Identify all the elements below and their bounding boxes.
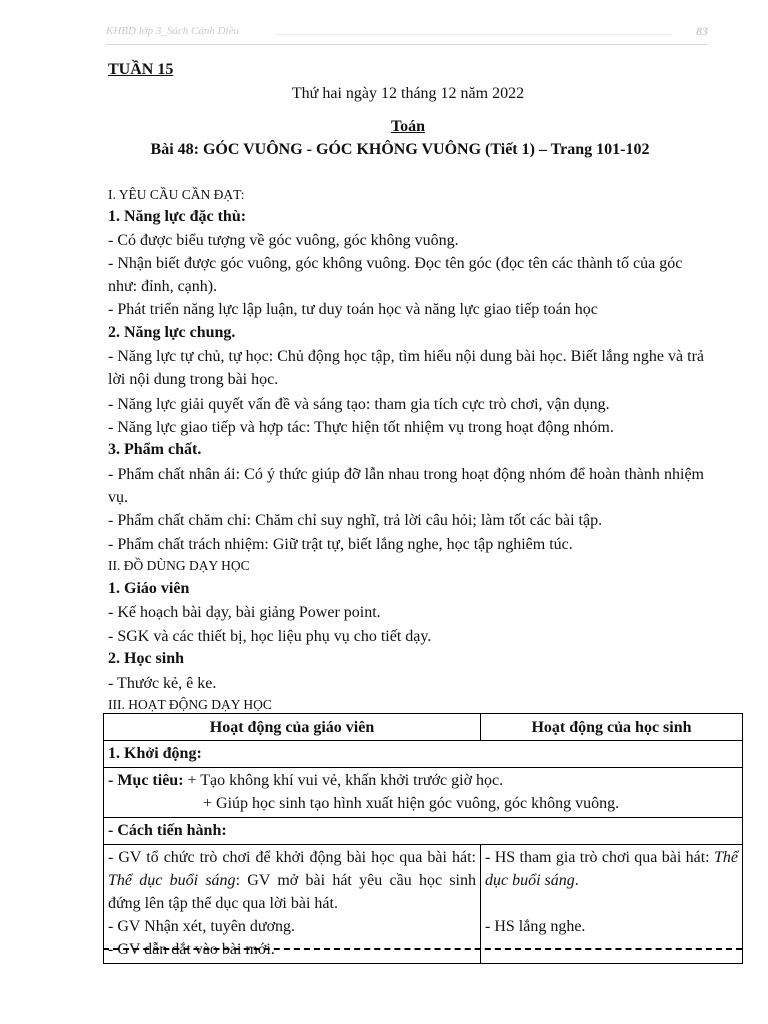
section-1-item-8: - Phẩm chất chăm chỉ: Chăm chỉ suy nghĩ, trả lời câu hỏi; làm tốt các bài tập. [108,512,603,529]
student-activity-2: - HS lắng nghe. [485,918,586,935]
section-2-heading-2: 2. Học sinh [108,650,185,667]
section-2-item-2: - SGK và các thiết bị, học liệu phụ vụ cho tiết dạy. [108,628,432,645]
objective-label: - Mục tiêu: [108,772,184,789]
procedure-cell [104,818,743,845]
table-row-activities [104,845,743,964]
song-title: Thể dục buổi sáng [108,872,236,889]
section-1-heading-3: 3. Phẩm chất. [108,441,202,458]
section-3-title: III. HOẠT ĐỘNG DẠY HỌC [108,697,272,712]
section-1-heading-1: 1. Năng lực đặc thù: [108,208,247,225]
spacer [485,892,738,915]
objective-line-1 [108,769,738,792]
teacher-activity-2: - GV Nhận xét, tuyên dương. [108,918,296,935]
week-label: TUẦN 15 [108,61,174,78]
section-1-item-5: - Năng lực giải quyết vấn đề và sáng tạo: tham gia tích cực trò chơi, vận dụng. [108,396,610,413]
section-2-item-1: - Kế hoạch bài dạy, bài giảng Power point. [108,604,381,621]
table-header-row [104,714,743,741]
song-title: Thể dục buổi sáng [485,849,738,889]
section-1-item-4: - Năng lực tự chủ, tự học: Chủ động học tập, tìm hiểu nội dung bài học. Biết lắng nghe và trả lời nội dung trong bài học. [108,348,704,388]
lesson-title: Bài 48: GÓC VUÔNG - GÓC KHÔNG VUÔNG (Tiết 1) – Trang 101-102 [150,141,650,158]
section-2-item-3: - Thước kẻ, ê ke. [108,675,217,692]
table-row-warmup-title [104,741,743,768]
objective-2: + Giúp học sinh tạo hình xuất hiện góc vuông, góc không vuông. [203,795,620,812]
table-row-objectives [104,768,743,818]
lesson-date: Thứ hai ngày 12 tháng 12 năm 2022 [291,85,525,102]
section-1-heading-2: 2. Năng lực chung. [108,324,236,341]
objective-1: + Tạo không khí vui vẻ, khấn khởi trước giờ học. [187,772,504,789]
subject-title: Toán [390,118,426,135]
header-teacher: Hoạt động của giáo viên [104,714,481,741]
header-student: Hoạt động của học sinh [481,714,743,741]
student-activity-1: - HS tham gia trò chơi qua bài hát: Thể dục buổi sáng. [485,849,738,889]
page-break-dashed-line [103,948,742,950]
objectives-cell [104,768,743,818]
section-2-heading-1: 1. Giáo viên [108,580,190,597]
teacher-activity-1: - GV tổ chức trò chơi để khởi động bài học qua bài hát: Thể dục buổi sáng: GV mở bài hát yêu cầu học sinh đứng lên tập thể dục qua lời bài hát. [108,849,476,912]
procedure-label: - Cách tiến hành: [108,822,227,839]
section-1-item-3: - Phát triển năng lực lập luận, tư duy toán học và năng lực giao tiếp toán học [108,301,598,318]
section-1-item-7: - Phẩm chất nhân ái: Có ý thức giúp đỡ lẫn nhau trong hoạt động nhóm để hoàn thành nhiệm vụ. [108,466,704,506]
section-1-title: I. YÊU CẦU CẦN ĐẠT: [108,187,245,202]
header-page-number: 83 [696,24,708,38]
teacher-activities-cell [104,845,481,964]
section-1-item-9: - Phẩm chất trách nhiệm: Giữ trật tự, biết lắng nghe, học tập nghiêm túc. [108,536,573,553]
warmup-title-cell [104,741,743,768]
student-activities-cell [481,845,743,964]
section-1-item-2: - Nhận biết được góc vuông, góc không vuông. Đọc tên góc (đọc tên các thành tố của góc như: đỉnh, cạnh). [108,255,683,295]
warmup-title: 1. Khởi động: [108,745,202,762]
section-2-title: II. ĐỒ DÙNG DẠY HỌC [108,558,250,573]
table-row-procedure-label [104,818,743,845]
activity-table [103,713,743,964]
page-header [106,24,708,45]
section-1-item-1: - Có được biểu tượng về góc vuông, góc không vuông. [108,232,459,249]
header-rule [276,34,672,35]
section-1-item-6: - Năng lực giao tiếp và hợp tác: Thực hiện tốt nhiệm vụ trong hoạt động nhóm. [108,419,614,436]
header-book-title: KHBD lớp 3_Sách Cánh Diều [106,25,239,37]
teacher-activity-3: - GV dẫn dắt vào bài mới. [108,941,275,958]
